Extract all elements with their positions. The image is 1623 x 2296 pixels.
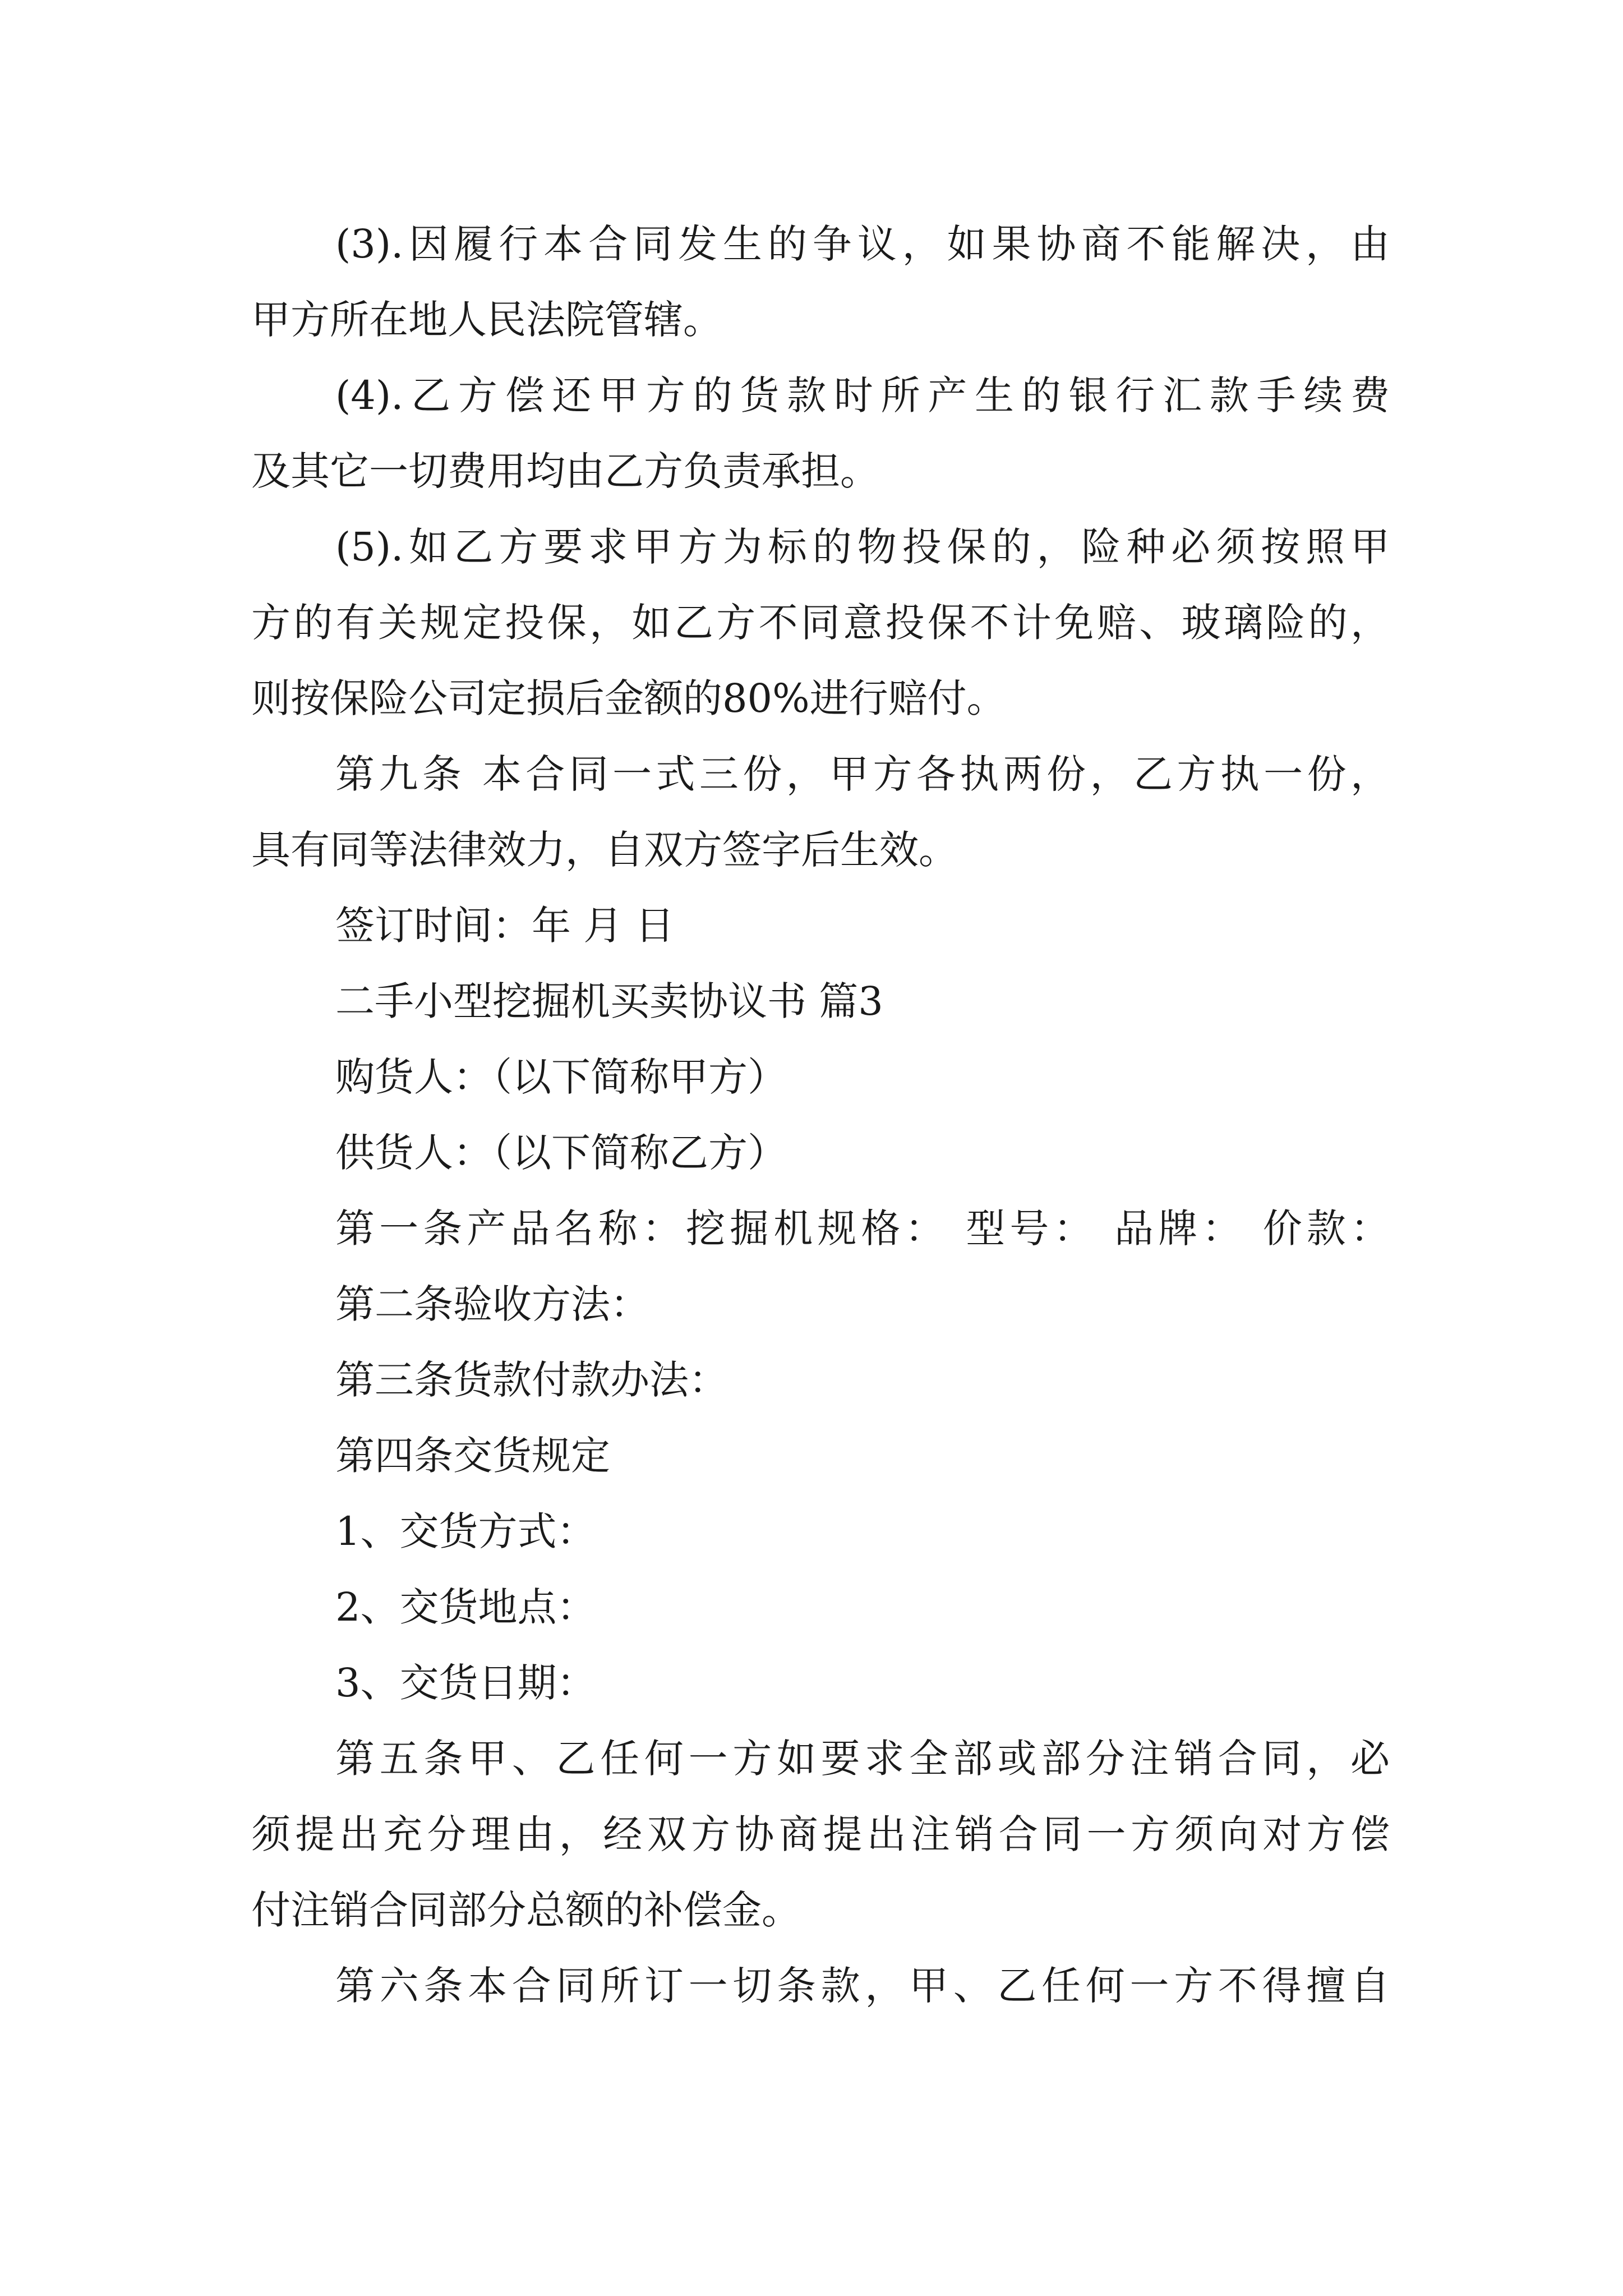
article-3-line: 第三条货款付款办法： [335,1357,728,1403]
article-9-line-1: 第九条 本合同一式三份，甲方各执两份，乙方执一份， [335,751,1390,797]
delivery-method-line: 1、交货方式： [335,1508,596,1554]
article-5-line-2: 须提出充分理由，经双方协商提出注销合同一方须向对方偿 [251,1811,1390,1857]
article-4-line: 第四条交货规定 [335,1433,610,1479]
article-5-line-3: 付注销合同部分总额的补偿金。 [251,1887,801,1933]
section-heading: 二手小型挖掘机买卖协议书 篇3 [335,978,883,1024]
article-1-line: 第一条产品名称：挖掘机规格： 型号： 品牌： 价款： [335,1205,1390,1251]
article-2-line: 第二条验收方法： [335,1281,649,1327]
buyer-line: 购货人：（以下简称甲方） [335,1054,787,1100]
paragraph-3-line-2: 甲方所在地人民法院管辖。 [251,297,722,343]
paragraph-4-line-1: (4).乙方偿还甲方的货款时所产生的银行汇款手续费 [335,372,1390,418]
signing-date-line: 签订时间：年 月 日 [335,903,675,949]
paragraph-5-line-1: (5).如乙方要求甲方为标的物投保的，险种必须按照甲 [335,524,1390,570]
article-9-line-2: 具有同等法律效力，自双方签字后生效。 [251,827,958,873]
delivery-date-line: 3、交货日期： [335,1660,596,1706]
paragraph-3-line-1: (3).因履行本合同发生的争议，如果协商不能解决，由 [335,221,1390,267]
article-5-line-1: 第五条甲、乙任何一方如要求全部或部分注销合同，必 [335,1736,1390,1782]
paragraph-4-line-2: 及其它一切费用均由乙方负责承担。 [251,448,879,494]
paragraph-5-line-2: 方的有关规定投保，如乙方不同意投保不计免赔、玻璃险的， [251,600,1390,646]
supplier-line: 供货人：（以下简称乙方） [335,1130,787,1176]
delivery-place-line: 2、交货地点： [335,1584,596,1630]
article-6-line-1: 第六条本合同所订一切条款，甲、乙任何一方不得擅自 [335,1963,1390,2009]
paragraph-5-line-3: 则按保险公司定损后金额的80%进行赔付。 [251,675,1006,721]
